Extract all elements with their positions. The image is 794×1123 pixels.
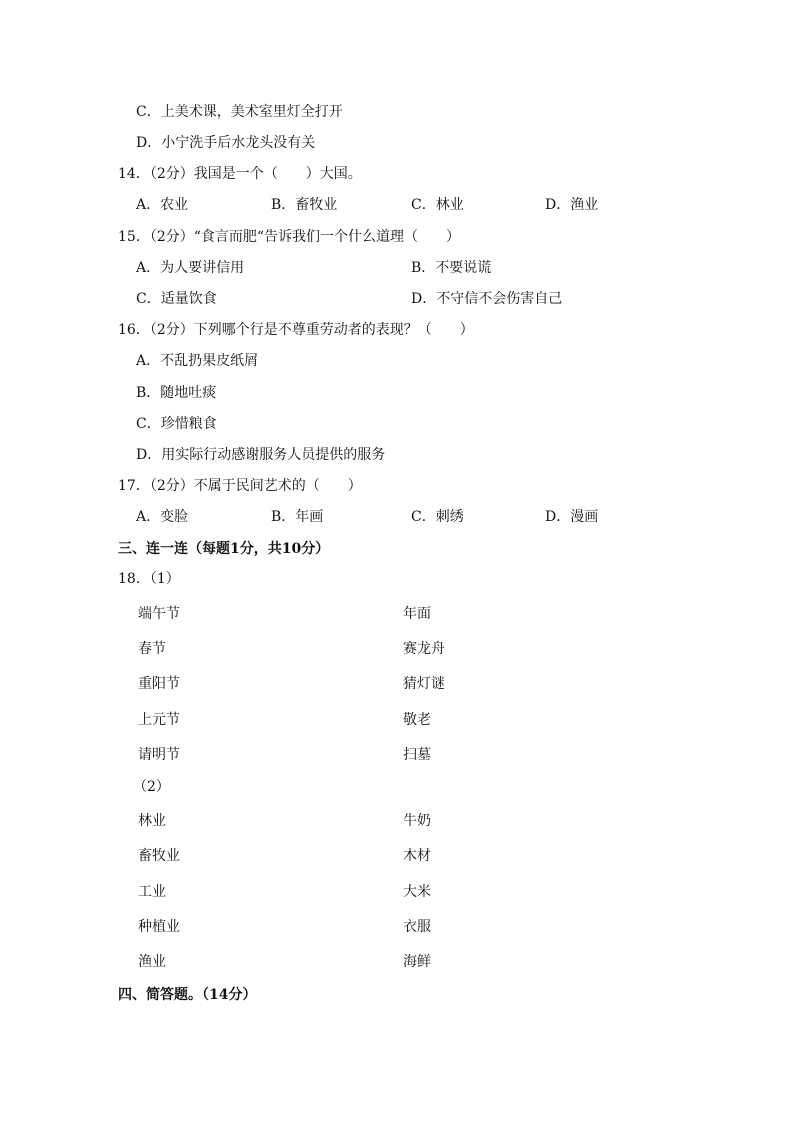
match-left-item: 重阳节 <box>138 676 180 692</box>
q14-option-d: D．渔业 <box>545 197 599 213</box>
q14-option-b: B．畜牧业 <box>271 197 338 213</box>
q18-part2-label: （2） <box>133 779 170 795</box>
q13-option-c: C．上美术课，美术室里灯全打开 <box>136 104 343 120</box>
section-3-title: 三、连一连（每题1分，共10分） <box>118 541 330 557</box>
match-left-item: 端午节 <box>138 606 180 622</box>
q17-stem: 17．（2分）不属于民间艺术的（ ） <box>118 478 362 494</box>
match-left-item: 上元节 <box>138 712 180 728</box>
q15-option-d: D．不守信不会伤害自己 <box>411 291 563 307</box>
match-left-item: 种植业 <box>138 919 180 935</box>
q16-stem: 16．（2分）下列哪个行是不尊重劳动者的表现？（ ） <box>118 322 474 338</box>
match-left-item: 工业 <box>138 884 166 900</box>
match-left-item: 渔业 <box>138 954 166 970</box>
match-left-item: 畜牧业 <box>138 848 180 864</box>
match-right-item: 大米 <box>403 884 431 900</box>
match-right-item: 木材 <box>403 848 431 864</box>
match-right-item: 年面 <box>403 606 431 622</box>
q14-option-c: C．林业 <box>411 197 464 213</box>
q17-option-a: A．变脸 <box>136 509 189 525</box>
match-left-item: 请明节 <box>138 747 180 763</box>
match-left-item: 林业 <box>138 813 166 829</box>
match-right-item: 猜灯谜 <box>403 676 445 692</box>
q16-option-c: C．珍惜粮食 <box>136 416 217 432</box>
q15-option-a: A．为人要讲信用 <box>136 260 245 276</box>
match-left-item: 春节 <box>138 641 166 657</box>
match-right-item: 扫墓 <box>403 747 431 763</box>
q16-option-a: A．不乱扔果皮纸屑 <box>136 353 259 369</box>
q15-option-c: C．适量饮食 <box>136 291 217 307</box>
match-right-item: 敬老 <box>403 712 431 728</box>
q14-option-a: A．农业 <box>136 197 189 213</box>
match-right-item: 衣服 <box>403 919 431 935</box>
q15-stem: 15．（2分）“食言而肥“告诉我们一个什么道理（ ） <box>118 229 461 245</box>
q17-option-b: B．年画 <box>271 509 324 525</box>
q16-option-b: B．随地吐痰 <box>136 385 217 401</box>
q17-option-c: C．刺绣 <box>411 509 464 525</box>
q14-stem: 14．（2分）我国是一个（ ）大国。 <box>118 166 362 182</box>
match-right-item: 海鲜 <box>403 954 431 970</box>
q15-option-b: B．不要说谎 <box>411 260 492 276</box>
q18-stem: 18．（1） <box>118 571 180 587</box>
match-right-item: 牛奶 <box>403 813 431 829</box>
section-4-title: 四、简答题。（14分） <box>118 987 257 1003</box>
q16-option-d: D．用实际行动感谢服务人员提供的服务 <box>136 447 386 463</box>
q17-option-d: D．漫画 <box>545 509 599 525</box>
match-right-item: 赛龙舟 <box>403 641 445 657</box>
q13-option-d: D．小宁洗手后水龙头没有关 <box>136 135 316 151</box>
